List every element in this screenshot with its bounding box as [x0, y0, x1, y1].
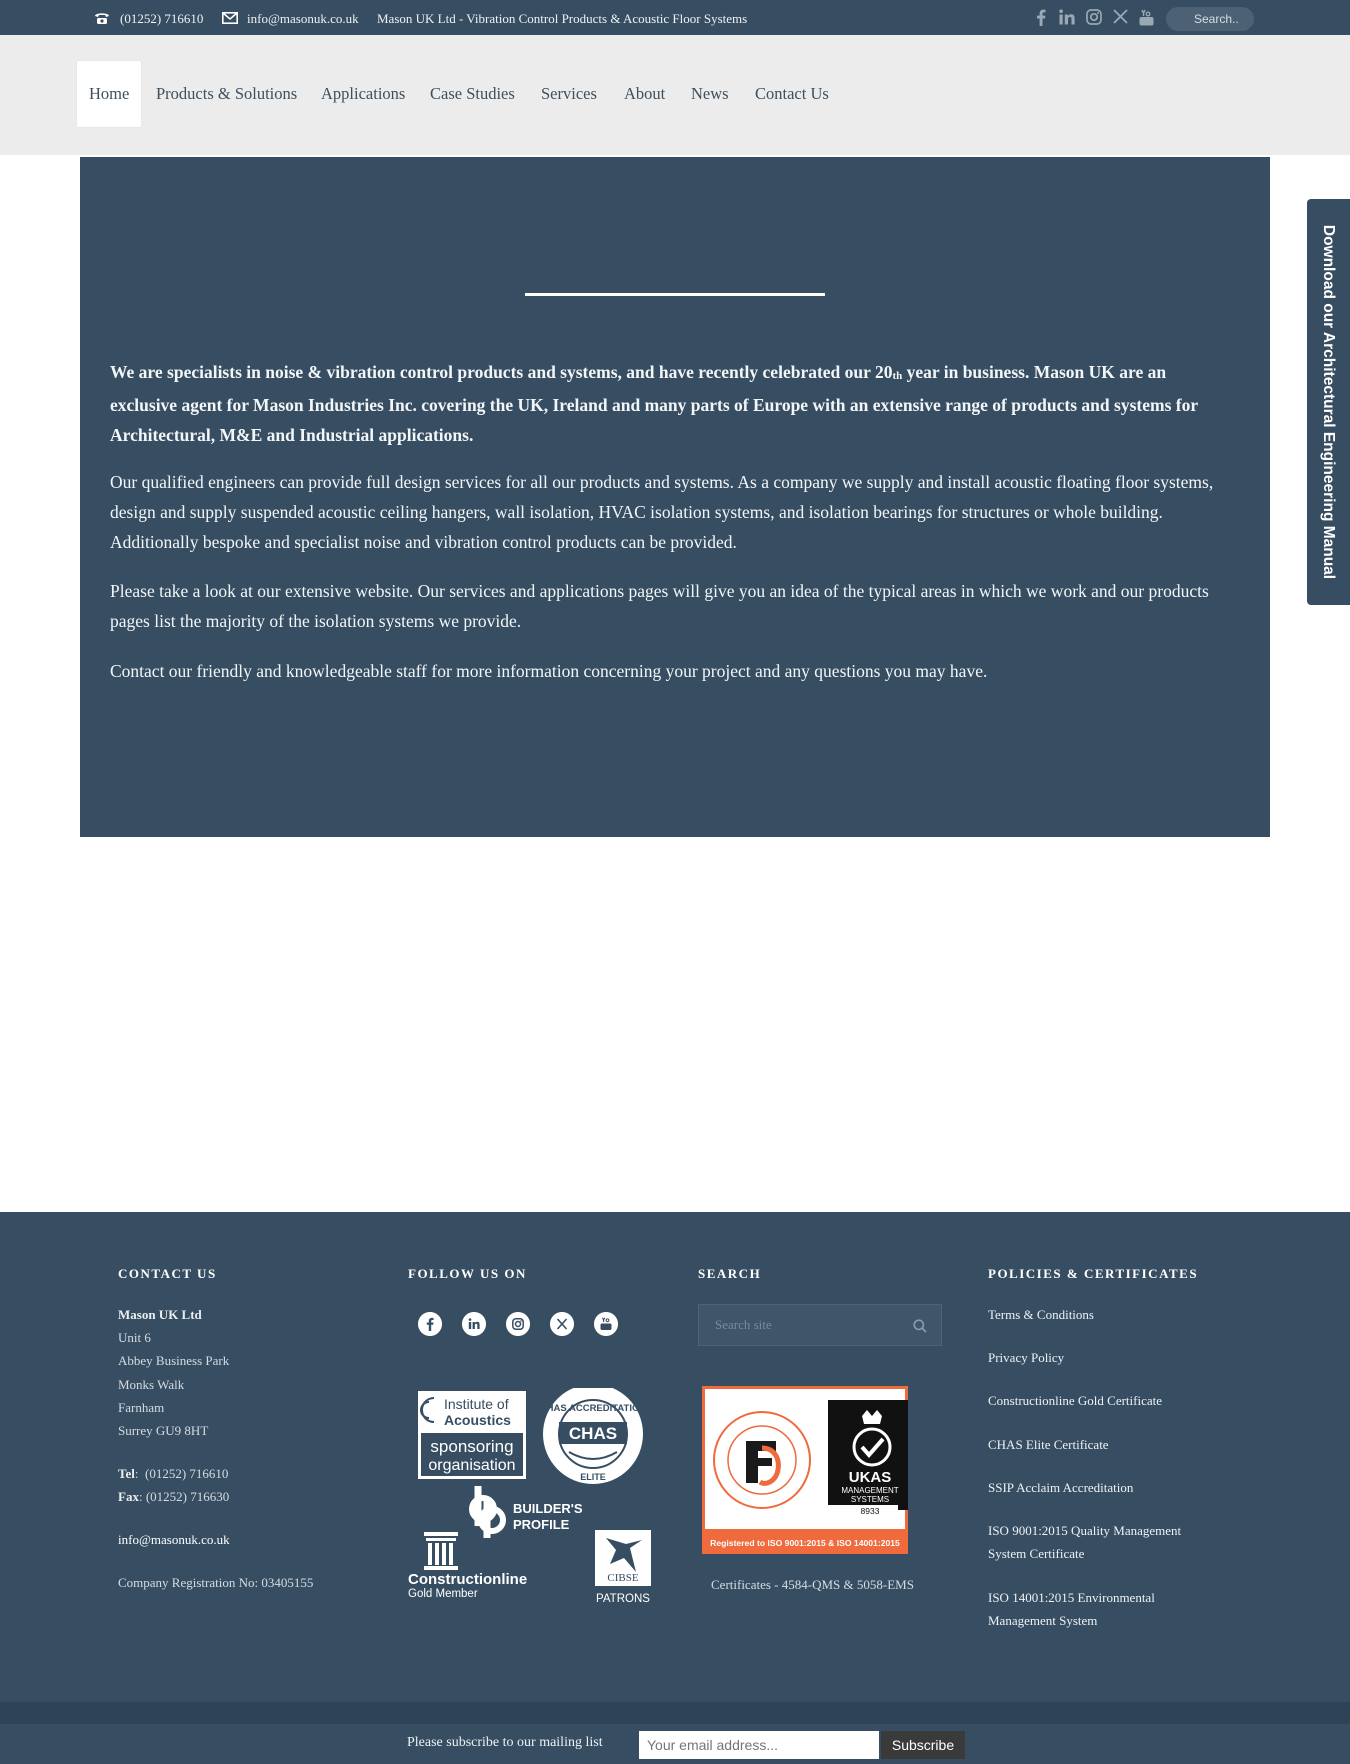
youtube-icon[interactable]: [1139, 9, 1154, 26]
ukas-text: UKAS: [848, 1469, 892, 1486]
chas-text: CHAS: [568, 1424, 618, 1443]
top-search-input[interactable]: [1166, 7, 1254, 31]
footer-company: Mason UK Ltd: [118, 1307, 202, 1322]
nav-applications[interactable]: Applications: [321, 84, 406, 103]
search-icon[interactable]: [913, 1319, 927, 1333]
footer-address-line: Unit 6: [118, 1330, 151, 1345]
nav-about[interactable]: About: [624, 84, 666, 103]
mail-icon: [222, 12, 238, 24]
policy-link-terms[interactable]: Terms & Conditions: [988, 1307, 1094, 1322]
hero-section: [80, 157, 1270, 837]
cibse-patrons-text: PATRONS: [596, 1593, 650, 1605]
footer-contact-title: CONTACT US: [118, 1266, 217, 1281]
policy-link-privacy[interactable]: Privacy Policy: [988, 1350, 1065, 1365]
x-icon[interactable]: [1113, 9, 1128, 24]
facebook-icon[interactable]: [1036, 9, 1046, 26]
hero-lead: We are specialists in noise & vibration control products and systems, and have recently celebrated our $20_{th}$ year in business. Mason UK are an exclusive agent for Mason Industries Inc. covering the UK, Ireland and many parts of Europe with an extensive range of products and systems for Architectural, M&E and Industrial applications.: [110, 362, 1198, 445]
footer-address-line: Monks Walk: [118, 1377, 185, 1392]
linkedin-icon[interactable]: [462, 1312, 486, 1336]
nav-home[interactable]: Home: [77, 61, 141, 127]
footer-policies-title: POLICIES & CERTIFICATES: [988, 1266, 1199, 1281]
cibse-text: CIBSE: [607, 1572, 639, 1584]
hero-paragraph-3: Contact our friendly and knowledgeable staff for more information concerning your project and any questions you may have.: [110, 661, 988, 681]
footer-address-line: Surrey GU9 8HT: [118, 1423, 209, 1438]
download-manual-label: Download our Architectural Engineering Manual: [1320, 224, 1337, 580]
hero-divider: [525, 293, 825, 296]
institute-of-acoustics-logo: [418, 1391, 526, 1479]
policy-link-iso9001-line2[interactable]: System Certificate: [988, 1546, 1085, 1561]
ukas-systems-text: SYSTEMS: [850, 1495, 890, 1504]
policy-link-chas[interactable]: CHAS Elite Certificate: [988, 1437, 1109, 1452]
nav-products[interactable]: Products & Solutions: [156, 84, 298, 103]
policy-link-constructionline[interactable]: Constructionline Gold Certificate: [988, 1393, 1163, 1408]
top-email[interactable]: info@masonuk.co.uk: [247, 11, 359, 26]
ioa-text-3: sponsoring: [430, 1437, 514, 1456]
instagram-icon[interactable]: [506, 1312, 530, 1336]
footer-search-input[interactable]: [698, 1304, 942, 1346]
constructionline-gold-text: Gold Member: [408, 1588, 478, 1600]
top-bar: [0, 0, 1350, 35]
certificates-numbers: Certificates - 4584-QMS & 5058-EMS: [711, 1577, 914, 1592]
policy-link-iso14001[interactable]: ISO 14001:2015 Environmental: [988, 1590, 1155, 1605]
top-search-placeholder: Search..: [1194, 12, 1239, 26]
footer-search-title: SEARCH: [698, 1266, 762, 1281]
builders-profile-text-2: PROFILE: [513, 1517, 570, 1532]
nav-news[interactable]: News: [691, 84, 729, 103]
builders-profile-text-1: BUILDER'S: [513, 1501, 583, 1516]
chas-accreditation-text: CHAS ACCREDITATION: [539, 1403, 647, 1414]
nav-services[interactable]: Services: [541, 84, 597, 103]
main-nav: [0, 35, 1350, 155]
constructionline-logo: [408, 1532, 527, 1600]
footer-search-placeholder: Search site: [715, 1317, 772, 1332]
footer-tel: Tel: (01252) 716610: [118, 1466, 229, 1481]
iso-certification-badge: [702, 1386, 908, 1554]
phone-icon: [94, 11, 110, 25]
footer-follow-title: FOLLOW US ON: [408, 1266, 527, 1281]
cibse-patrons-logo: [595, 1530, 651, 1605]
footer: [0, 1212, 1350, 1702]
footer-fax: Fax: (01252) 716630: [118, 1489, 230, 1504]
nav-case-studies[interactable]: Case Studies: [430, 84, 515, 103]
policy-link-iso9001[interactable]: ISO 9001:2015 Quality Management: [988, 1523, 1182, 1538]
facebook-icon[interactable]: [418, 1312, 442, 1336]
iso-registered-text: Registered to ISO 9001:2015 & ISO 14001:2015: [710, 1538, 900, 1548]
chas-elite-logo: [540, 1388, 647, 1484]
ukas-number-text: 8933: [860, 1506, 880, 1516]
constructionline-text: Constructionline: [408, 1571, 528, 1588]
footer-address-line: Farnham: [118, 1400, 165, 1415]
linkedin-icon[interactable]: [1059, 9, 1075, 25]
instagram-icon[interactable]: [1086, 9, 1102, 25]
nav-contact[interactable]: Contact Us: [755, 84, 829, 103]
subscribe-bar: [0, 1702, 1350, 1764]
policy-link-ssip[interactable]: SSIP Acclaim Accreditation: [988, 1480, 1134, 1495]
subscribe-label: Please subscribe to our mailing list: [407, 1735, 603, 1750]
subscribe-email-input[interactable]: [639, 1731, 879, 1759]
top-phone[interactable]: (01252) 716610: [120, 11, 204, 26]
ioa-text-4: organisation: [428, 1457, 516, 1474]
accreditation-logos: [404, 1388, 654, 1612]
download-manual-tab[interactable]: [1307, 199, 1350, 605]
x-icon[interactable]: [550, 1312, 574, 1336]
subscribe-button[interactable]: Subscribe: [881, 1731, 965, 1759]
footer-email-link[interactable]: info@masonuk.co.uk: [118, 1532, 230, 1547]
ioa-text-1: Institute of: [444, 1396, 509, 1412]
chas-elite-text: ELITE: [580, 1472, 606, 1482]
hero-paragraph-2: Please take a look at our extensive website. Our services and applications pages will give you an idea of the typical areas in which we work and our products pages list the majority of the isolation systems we provide.: [110, 581, 1209, 631]
ukas-management-text: MANAGEMENT: [841, 1486, 899, 1495]
hero-paragraph-1: Our qualified engineers can provide full design services for all our products and systems. As a company we supply and install acoustic floating floor systems, design and supply suspended acoustic ceiling hangers, wall isolation, HVAC isolation systems, and isolation bearings for structures or whole building. Additionally bespoke and specialist noise and vibration control products can be provided.: [110, 472, 1214, 552]
policy-link-iso14001-line2[interactable]: Management System: [988, 1613, 1098, 1628]
top-tagline: Mason UK Ltd - Vibration Control Products & Acoustic Floor Systems: [377, 11, 748, 26]
youtube-icon[interactable]: [594, 1312, 618, 1336]
builders-profile-logo: [472, 1486, 583, 1538]
ioa-text-2: Acoustics: [444, 1412, 511, 1428]
footer-reg-number: Company Registration No: 03405155: [118, 1575, 314, 1590]
footer-address-line: Abbey Business Park: [118, 1353, 230, 1368]
